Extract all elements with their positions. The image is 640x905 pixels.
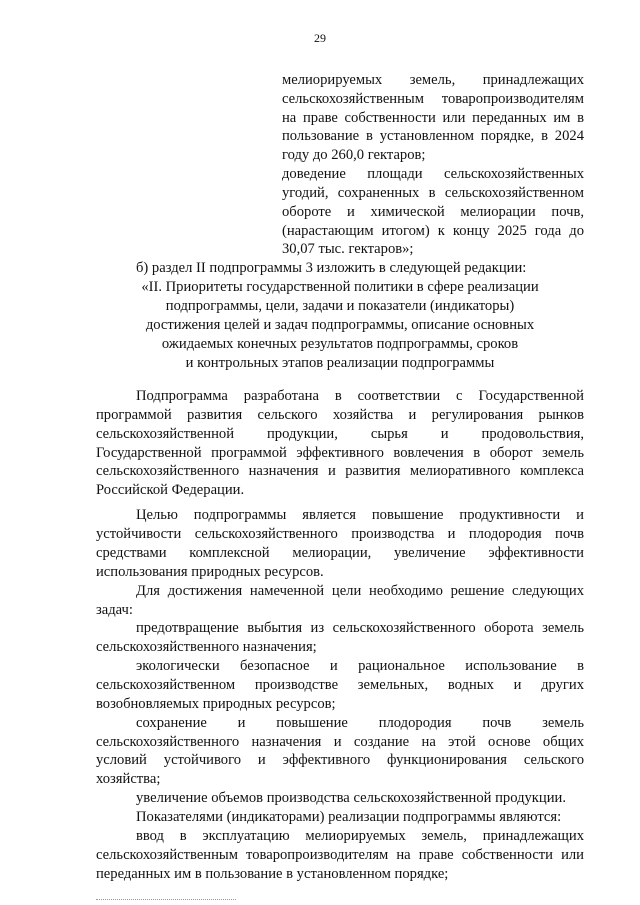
text-line: доведение площади сельскохозяйственных <box>282 166 584 182</box>
heading-line: «II. Приоритеты государственной политики в сфере реализации <box>141 279 539 295</box>
text-line: сельскохозяйственной продукции, сырья и продовольствия, <box>96 426 584 442</box>
text-line: сельскохозяйственного назначения; <box>96 639 317 655</box>
text-line: задач: <box>96 602 133 618</box>
text-line: угодий, сохраненных в сельскохозяйственном <box>282 185 584 201</box>
text-line: средствами комплексной мелиорации, увеличение эффективности <box>96 545 584 561</box>
bottom-divider <box>96 899 236 901</box>
text-line: 30,07 тыс. гектаров»; <box>282 241 414 257</box>
text-line: сельскохозяйственного назначения и создание на этой основе общих <box>96 734 584 750</box>
heading-line: ожидаемых конечных результатов подпрограммы, сроков <box>161 336 519 352</box>
page-number: 29 <box>314 31 326 45</box>
text-line: сельскохозяйственным товаропроизводителям <box>282 91 584 107</box>
text-line: условий устойчивого и эффективного функционирования сельского <box>96 752 584 768</box>
text-line: Целью подпрограммы является повышение продуктивности и <box>136 507 584 523</box>
text-line: устойчивости сельскохозяйственного производства и плодородия почв <box>96 526 584 542</box>
text-line: Государственной программой эффективного вовлечения в оборот земель <box>96 445 584 461</box>
text-line: экологически безопасное и рациональное использование в <box>136 658 584 674</box>
text-line: сельскохозяйственным товаропроизводителям на праве собственности или <box>96 847 584 863</box>
text-line: программой развития сельского хозяйства и регулирования рынков <box>96 407 584 423</box>
text-line: году до 260,0 гектаров; <box>282 147 426 163</box>
text-line: ввод в эксплуатацию мелиорируемых земель, принадлежащих <box>136 828 584 844</box>
text-line: использования природных ресурсов. <box>96 564 324 580</box>
text-line: переданных им в пользование в установленном порядке; <box>96 866 449 882</box>
text-line: на праве собственности или переданных им в <box>282 110 584 126</box>
text-line: сельскохозяйственного назначения и развития мелиоративного комплекса <box>96 463 584 479</box>
text-line: мелиорируемых земель, принадлежащих <box>282 72 584 88</box>
text-line: (нарастающим итогом) к концу 2025 года до <box>282 223 584 239</box>
text-line: увеличение объемов производства сельскохозяйственной продукции. <box>136 790 566 806</box>
text-line: Показателями (индикаторами) реализации подпрограммы являются: <box>136 809 562 825</box>
text-line: обороте и химической мелиорации почв, <box>282 204 584 220</box>
heading-line: подпрограммы, цели, задачи и показатели (индикаторы) <box>165 298 515 314</box>
amendment-item-b: б) раздел II подпрограммы 3 изложить в следующей редакции: <box>136 260 527 276</box>
text-line: предотвращение выбытия из сельскохозяйственного оборота земель <box>136 620 584 636</box>
text-line: Российской Федерации. <box>96 482 245 498</box>
text-line: возобновляемых природных ресурсов; <box>96 696 336 712</box>
heading-line: достижения целей и задач подпрограммы, описание основных <box>145 317 535 333</box>
text-line: хозяйства; <box>96 771 161 787</box>
text-line: сельскохозяйственном производстве земельных, водных и других <box>96 677 584 693</box>
text-line: сохранение и повышение плодородия почв земель <box>136 715 584 731</box>
text-line: Подпрограмма разработана в соответствии с Государственной <box>136 388 584 404</box>
heading-line: и контрольных этапов реализации подпрограммы <box>185 355 495 371</box>
text-line: пользование в установленном порядке, в 2024 <box>282 128 584 144</box>
text-line: Для достижения намеченной цели необходимо решение следующих <box>136 583 584 599</box>
